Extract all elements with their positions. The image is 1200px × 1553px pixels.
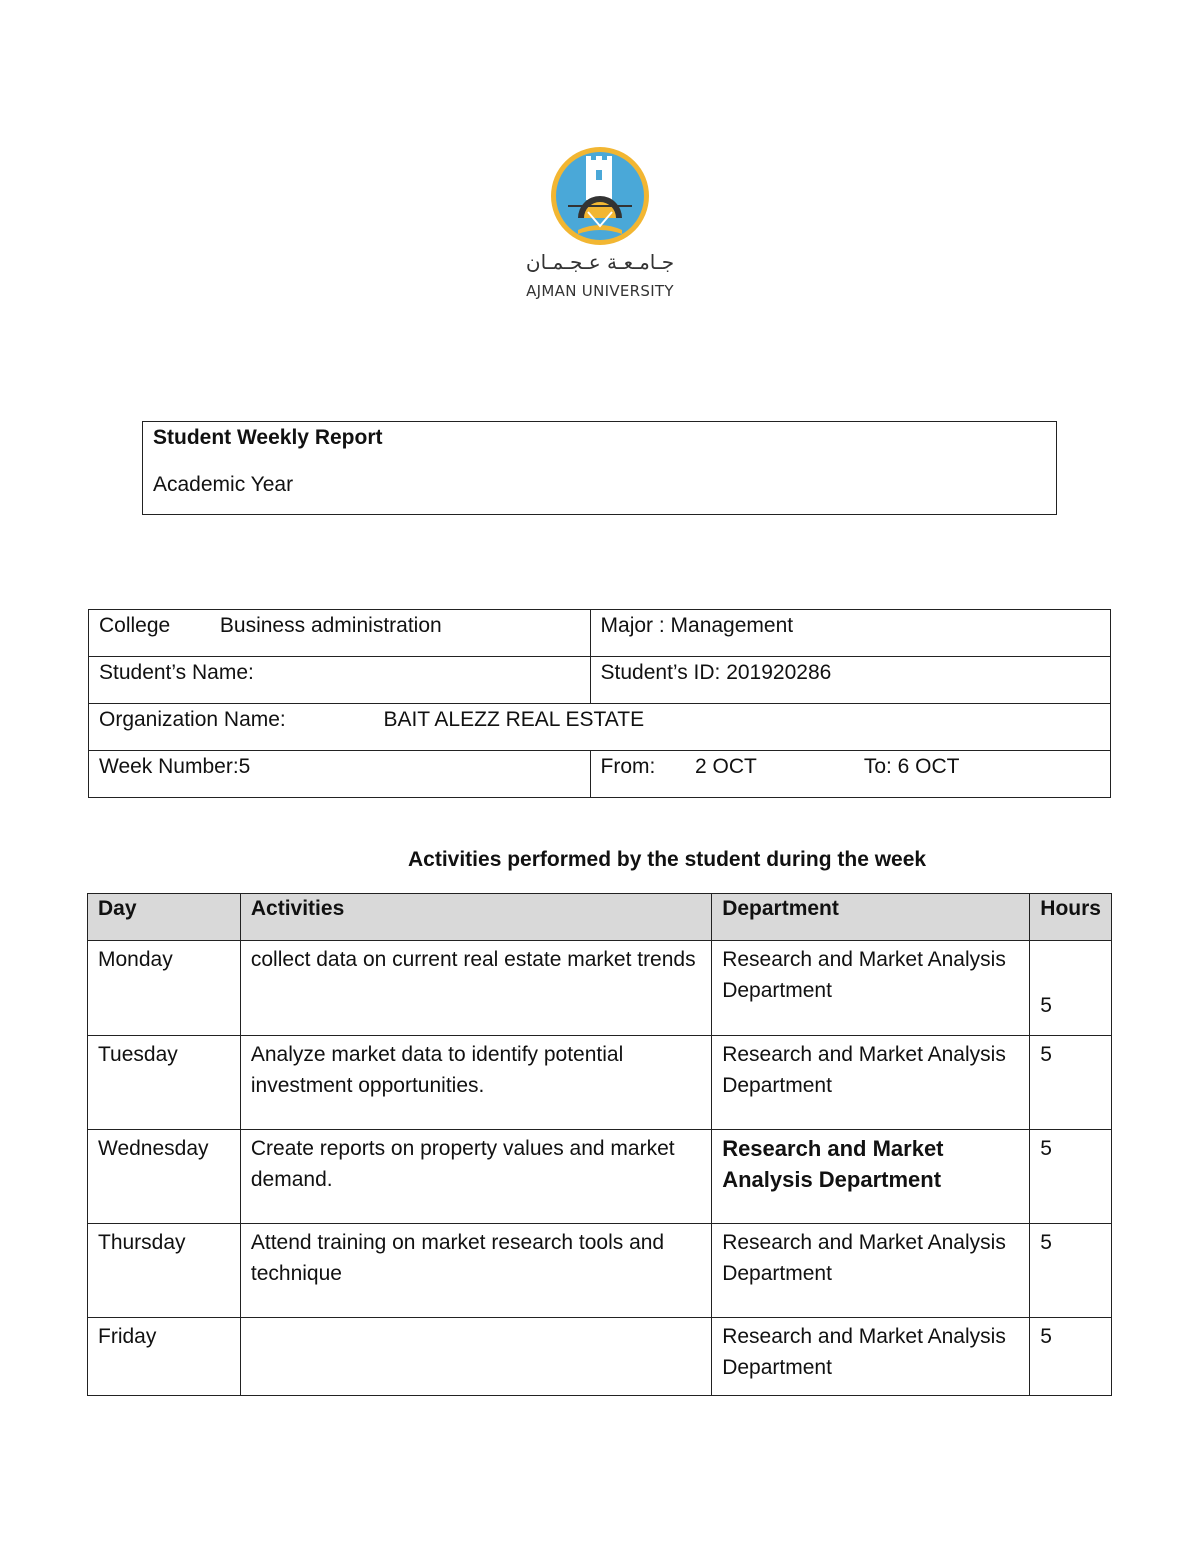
- table-row: [88, 1130, 1112, 1224]
- college-value: Business administration: [219, 614, 442, 637]
- student-info-table: [88, 609, 1111, 798]
- organization-value: BAIT ALEZZ REAL ESTATE: [383, 708, 645, 731]
- activity-cell: collect data on current real estate market trends: [240, 941, 711, 1036]
- day-cell: Thursday: [88, 1224, 241, 1318]
- activity-cell: Analyze market data to identify potential investment opportunities.: [240, 1036, 711, 1130]
- table-row: [88, 1036, 1112, 1130]
- activities-table: [87, 893, 1112, 1396]
- week-number-cell: Week Number:5: [89, 751, 591, 798]
- day-cell: Friday: [88, 1318, 241, 1396]
- logo-english-name: AJMAN UNIVERSITY: [526, 282, 674, 300]
- table-row: [88, 1224, 1112, 1318]
- from-value: 2 OCT: [695, 755, 757, 778]
- academic-year-label: Academic Year: [153, 473, 294, 496]
- day-cell: Monday: [88, 941, 241, 1036]
- table-row: [88, 1318, 1112, 1396]
- major-cell: Major : Management: [590, 610, 1110, 657]
- department-cell: Research and Market Analysis Department: [712, 1130, 1030, 1224]
- college-label: College: [99, 614, 171, 637]
- hours-cell: 5: [1030, 1318, 1112, 1396]
- university-emblem-icon: [548, 146, 652, 246]
- column-header-activities: Activities: [240, 894, 711, 941]
- activity-cell: Attend training on market research tools and technique: [240, 1224, 711, 1318]
- day-cell: Wednesday: [88, 1130, 241, 1224]
- hours-cell: 5: [1030, 1036, 1112, 1130]
- column-header-department: Department: [712, 894, 1030, 941]
- report-header-box: [142, 421, 1057, 515]
- department-cell: Research and Market Analysis Department: [712, 1224, 1030, 1318]
- department-cell: Research and Market Analysis Department: [712, 941, 1030, 1036]
- column-header-day: Day: [88, 894, 241, 941]
- table-row: [89, 704, 1111, 751]
- logo-arabic-name: جـامـعـة عـجـمـان: [525, 250, 675, 274]
- activity-cell: [240, 1318, 711, 1396]
- to-value: To: 6 OCT: [863, 755, 960, 778]
- header-row: [88, 894, 1112, 941]
- date-range-cell: [590, 751, 1110, 798]
- report-title: Student Weekly Report: [153, 426, 383, 449]
- activities-title: Activities performed by the student during the week: [408, 848, 927, 871]
- activity-cell: Create reports on property values and market demand.: [240, 1130, 711, 1224]
- organization-label: Organization Name:: [99, 708, 286, 731]
- department-cell: Research and Market Analysis Department: [712, 1318, 1030, 1396]
- day-cell: Tuesday: [88, 1036, 241, 1130]
- student-id-cell: Student’s ID: 201920286: [590, 657, 1110, 704]
- university-logo: [508, 146, 692, 306]
- table-row: [89, 751, 1111, 798]
- table-row: [89, 610, 1111, 657]
- department-cell: Research and Market Analysis Department: [712, 1036, 1030, 1130]
- from-label: From:: [600, 755, 656, 778]
- table-row: [88, 941, 1112, 1036]
- hours-cell: 5: [1030, 941, 1112, 1036]
- student-name-cell: Student’s Name:: [89, 657, 591, 704]
- college-cell: [89, 610, 591, 657]
- table-row: [89, 657, 1111, 704]
- hours-cell: 5: [1030, 1130, 1112, 1224]
- organization-cell: [89, 704, 1111, 751]
- hours-cell: 5: [1030, 1224, 1112, 1318]
- column-header-hours: Hours: [1030, 894, 1112, 941]
